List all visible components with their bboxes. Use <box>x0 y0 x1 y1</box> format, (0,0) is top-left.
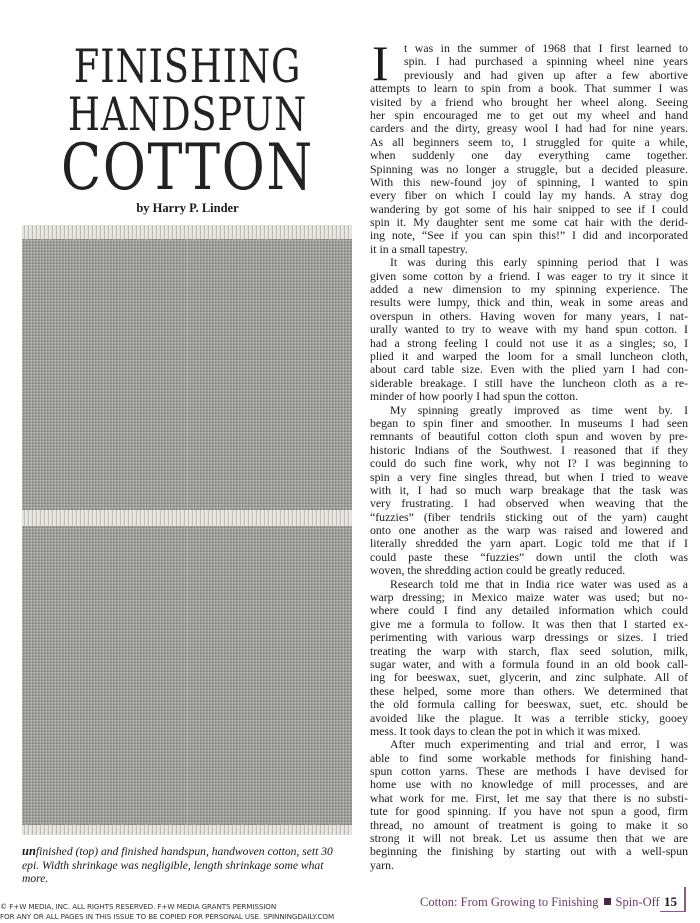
page-number: 15 <box>664 894 677 909</box>
text-line: these helped, some more than others. We determined that <box>370 683 688 698</box>
text-line: spin it. My daughter sent me some cat hair with the derid- <box>370 215 688 230</box>
paragraph-3 <box>370 404 688 578</box>
text-line: added a new dimension to my spinning experience. The <box>370 282 688 297</box>
text-line: As all beginners seem to, I struggled for quite a while, <box>370 134 688 149</box>
text-line: thread, no amount of treatment is going to make it so <box>370 817 688 832</box>
text-line: home use with no knowledge of mill processes, and are <box>370 777 688 792</box>
text-line: perimenting with various warp dressings or sizes. I tried <box>370 630 688 645</box>
running-footer <box>420 895 660 910</box>
page-rule-vertical <box>684 887 686 911</box>
page-rule-horizontal <box>660 911 686 912</box>
text-line: After much experimenting and trial and error, I was <box>390 737 688 752</box>
title-line-1: FINISHING <box>73 39 302 93</box>
text-line: ing note, “See if you can spin this!” I did and incorporated <box>370 228 688 243</box>
cloth-seam <box>187 225 188 835</box>
copyright-line-1: © F+W MEDIA, INC. ALL RIGHTS RESERVED. F+W MEDIA GRANTS PERMISSION <box>0 902 277 911</box>
text-line: remnants of beautiful cotton cloth spun and woven by pre- <box>370 429 688 444</box>
text-line: every fiber on which I could lay my hands. A stray dog <box>370 188 688 203</box>
text-line: It was during this early spinning period that I was <box>390 255 688 270</box>
text-line: warp dressing; in Mexico maize water was used; but no- <box>370 590 688 605</box>
square-bullet-icon <box>604 898 611 905</box>
text-line: onto one another as the warp was raised and lowered and <box>370 523 688 538</box>
text-line: could do such fine work, why not I? I was beginning to <box>370 456 688 471</box>
text-line: spin a very fine singles thread, but when I tried to weave <box>370 469 688 484</box>
paragraph-4 <box>370 578 688 739</box>
text-line: able to find some workable methods for finishing hand- <box>370 750 688 765</box>
text-line: With this new-found joy of spinning, I wanted to spin <box>370 174 688 189</box>
text-line: t was in the summer of 1968 that I first learned to <box>404 41 688 55</box>
caption-text: finished (top) and finished handspun, handwoven cotton, sett 30 epi. Width shrinkage was negligible, length shrinkage some what more. <box>22 845 333 885</box>
text-line: sugar water, and with a formula found in an old book call- <box>370 656 688 671</box>
text-line: could paste these “fuzzies” down until the cloth was <box>370 549 688 564</box>
text-line: woven, the shredding action could be greatly reduced. <box>370 563 626 578</box>
text-line: siderable breakage. I still have the luncheon cloth as a re- <box>370 375 688 390</box>
paragraph-2 <box>370 256 688 403</box>
text-line: Research told me that in India rice water was used as a <box>390 576 688 591</box>
text-line: yarn. <box>370 857 394 872</box>
copyright-notice <box>0 902 365 922</box>
paragraph-5 <box>370 738 688 872</box>
text-line: minder of how poorly I had spun the cotton. <box>370 389 579 404</box>
byline: by Harry P. Linder <box>136 201 239 215</box>
text-line: ing for beeswax, suet, glycerin, and zinc sulphate. All of <box>370 670 688 685</box>
text-line: where could I find any detailed information which could <box>370 603 688 618</box>
text-line: very frustrating. I had observed when weaving that the <box>370 496 688 511</box>
text-line: mess. It took days to clean the pot in which it was mixed. <box>370 723 641 738</box>
text-line: about card table size. Even with the plied yarn I had con- <box>370 362 688 377</box>
title-line-3: COTTON <box>61 131 314 205</box>
text-line: beginning the finishing by starting out with a well-spun <box>370 844 688 859</box>
text-line: when suddenly one day everything came together. <box>370 148 688 163</box>
footer-magazine: Spin-Off <box>615 895 660 909</box>
caption-lead: un <box>22 844 36 858</box>
text-line: had a strong feeling I could not use it as a singles; so, I <box>370 335 688 350</box>
text-line: the old formula calling for beeswax, suet, etc. should be <box>370 697 688 712</box>
cotton-cloth-photo <box>22 225 352 835</box>
text-line: urally wanted to try to weave with my hand spun cotton. I <box>370 322 688 337</box>
photo-caption <box>22 845 352 886</box>
text-line: plied it and warped the loom for a small luncheon cloth, <box>370 348 688 363</box>
article-body <box>370 35 688 872</box>
text-line: spun cotton yarns. These are methods I have devised for <box>370 764 688 779</box>
text-line: give me a formula to follow. It was then that I started ex- <box>370 616 688 631</box>
text-line: began to spin finer and smoother. In museums I had seen <box>370 415 688 430</box>
text-line: historic Indians of the Southwest. I reasoned that if they <box>370 442 688 457</box>
text-line: spin. I had purchased a spinning wheel nine years <box>404 54 688 69</box>
paragraph-1 <box>370 35 688 256</box>
text-line: results were lumpy, thick and thin, weak in some areas and <box>370 295 688 310</box>
text-line: her spin encouraged me to get out my wheel and hand <box>370 107 688 122</box>
text-line: strong it will not break. Let us assume then that we are <box>370 831 688 846</box>
text-line: avoided like the plague. It was a terrible sticky, gooey <box>370 710 688 725</box>
text-line: overspun in others. Having woven for many years, I nat- <box>370 308 688 323</box>
text-line: tute for good spinning. If you have not spun a good, firm <box>370 804 688 819</box>
text-line: “fuzzies” (fiber tendrils sticking out of the yarn) caught <box>370 509 688 524</box>
text-line: visited by a friend who brought her wheel along. Seeing <box>370 94 688 109</box>
drop-cap: I <box>372 35 389 91</box>
title-line-2: HANDSPUN <box>67 87 308 141</box>
text-line: what work for me. First, let me say that there is no substi- <box>370 790 688 805</box>
text-line: wandering by got some of his hair snipped to see if I could <box>370 201 688 216</box>
copyright-line-2: FOR ANY OR ALL PAGES IN THIS ISSUE TO BE COPIED FOR PERSONAL USE. SPINNINGDAILY.COM <box>0 912 335 921</box>
text-line: with it, I had so much warp breakage that the task was <box>370 482 688 497</box>
footer-issue: Cotton: From Growing to Finishing <box>420 895 599 909</box>
text-line: Spinning was no longer a struggle, but a decided pleasure. <box>370 161 688 176</box>
text-line: My spinning greatly improved as time went by. I <box>390 402 688 417</box>
text-line: treating the warp with starch, flax seed solution, milk, <box>370 643 688 658</box>
text-line: previously and had given up after a few abortive <box>404 67 688 82</box>
text-line: it in a small tapestry. <box>370 241 468 256</box>
text-line: attempts to learn to spin from a book. That summer I was <box>370 81 688 96</box>
text-line: given some cotton by a friend. I was eager to try it since it <box>370 268 688 283</box>
text-line: literally shredded the yarn apart. Logic told me that if I <box>370 536 688 551</box>
text-line: carders and the dirty, greasy wool I had had for nine years. <box>370 121 688 136</box>
